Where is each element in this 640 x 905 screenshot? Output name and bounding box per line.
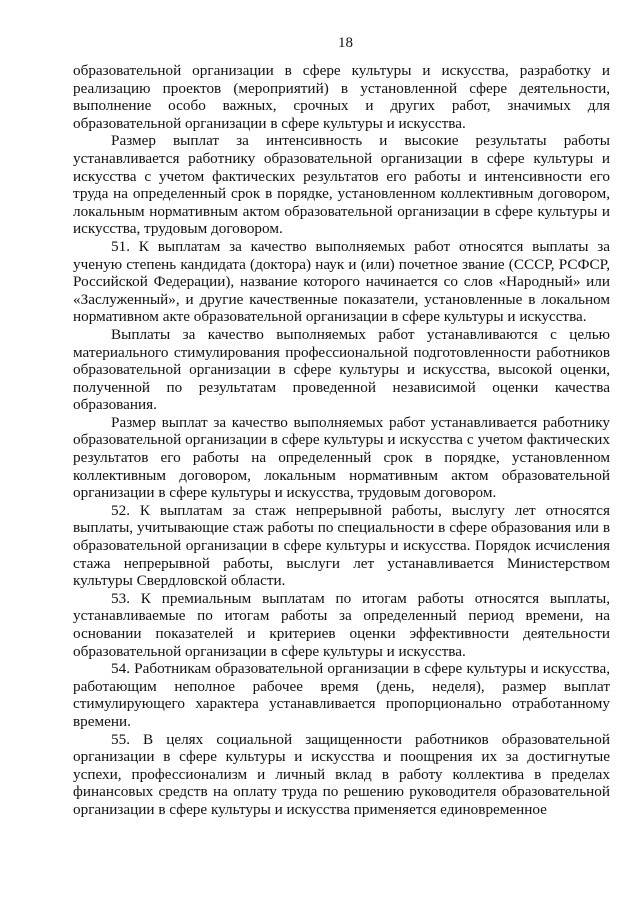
paragraph-quality-payments-size: Размер выплат за качество выполняемых работ устанавливается работнику образовательной организации в сфере культуры и искусства с учетом фактических результатов его работы на определенный срок в порядке, установленном коллективным договором, локальным нормативным актом образовательной организации в сфере культуры и искусства, трудовым договором. [73, 413, 610, 502]
paragraph-51: 51. К выплатам за качество выполняемых работ относятся выплаты за ученую степень кандидата (доктора) наук и (или) почетное звание (СССР, РСФСР, Российской Федерации), название которого начинается со слов «Народный» или «Заслуженный», и другие качественные показатели, установленные в локальном нормативном акте образовательной организации в сфере культуры и искусства. [73, 237, 610, 326]
page-number: 18 [338, 35, 353, 51]
paragraph-54: 54. Работникам образовательной организации в сфере культуры и искусства, работающим неполное рабочее время (день, неделя), размер выплат стимулирующего характера устанавливается пропорционально отработанному времени. [73, 660, 610, 730]
document-body [73, 62, 610, 819]
paragraph-quality-payments-purpose: Выплаты за качество выполняемых работ устанавливаются с целью материального стимулирования профессиональной подготовленности работников образовательной организации в сфере культуры и искусства, высокой оценки, полученной по результатам проведенной независимой оценки качества образования. [73, 325, 610, 414]
paragraph-intensity-payments: Размер выплат за интенсивность и высокие результаты работы устанавливается работнику образовательной организации в сфере культуры и искусства с учетом фактических результатов его работы и интенсивности его труда на определенный срок в порядке, установленном коллективным договором, локальным нормативным актом образовательной организации в сфере культуры и искусства, трудовым договором. [73, 132, 610, 238]
paragraph-53: 53. К премиальным выплатам по итогам работы относятся выплаты, устанавливаемые по итогам работы за определенный период времени, на основании показателей и критериев оценки эффективности деятельности образовательной организации в сфере культуры и искусства. [73, 589, 610, 660]
paragraph-55: 55. В целях социальной защищенности работников образовательной организации в сфере культуры и искусства и поощрения их за достигнутые успехи, профессионализм и личный вклад в работу коллектива в пределах финансовых средств на оплату труда по решению руководителя образовательной организации в сфере культуры и искусства применяется единовременное [73, 730, 610, 818]
paragraph-continuation: образовательной организации в сфере культуры и искусства, разработку и реализацию проектов (мероприятий) в установленной сфере деятельности, выполнение особо важных, срочных и других работ, значимых для образовательной организации в сфере культуры и искусства. [73, 62, 610, 132]
paragraph-52: 52. К выплатам за стаж непрерывной работы, выслугу лет относятся выплаты, учитывающие стаж работы по специальности в сфере образования или в образовательной организации в сфере культуры и искусства. Порядок исчисления стажа непрерывной работы, выслуги лет устанавливается Министерством культуры Свердловской области. [73, 501, 610, 590]
